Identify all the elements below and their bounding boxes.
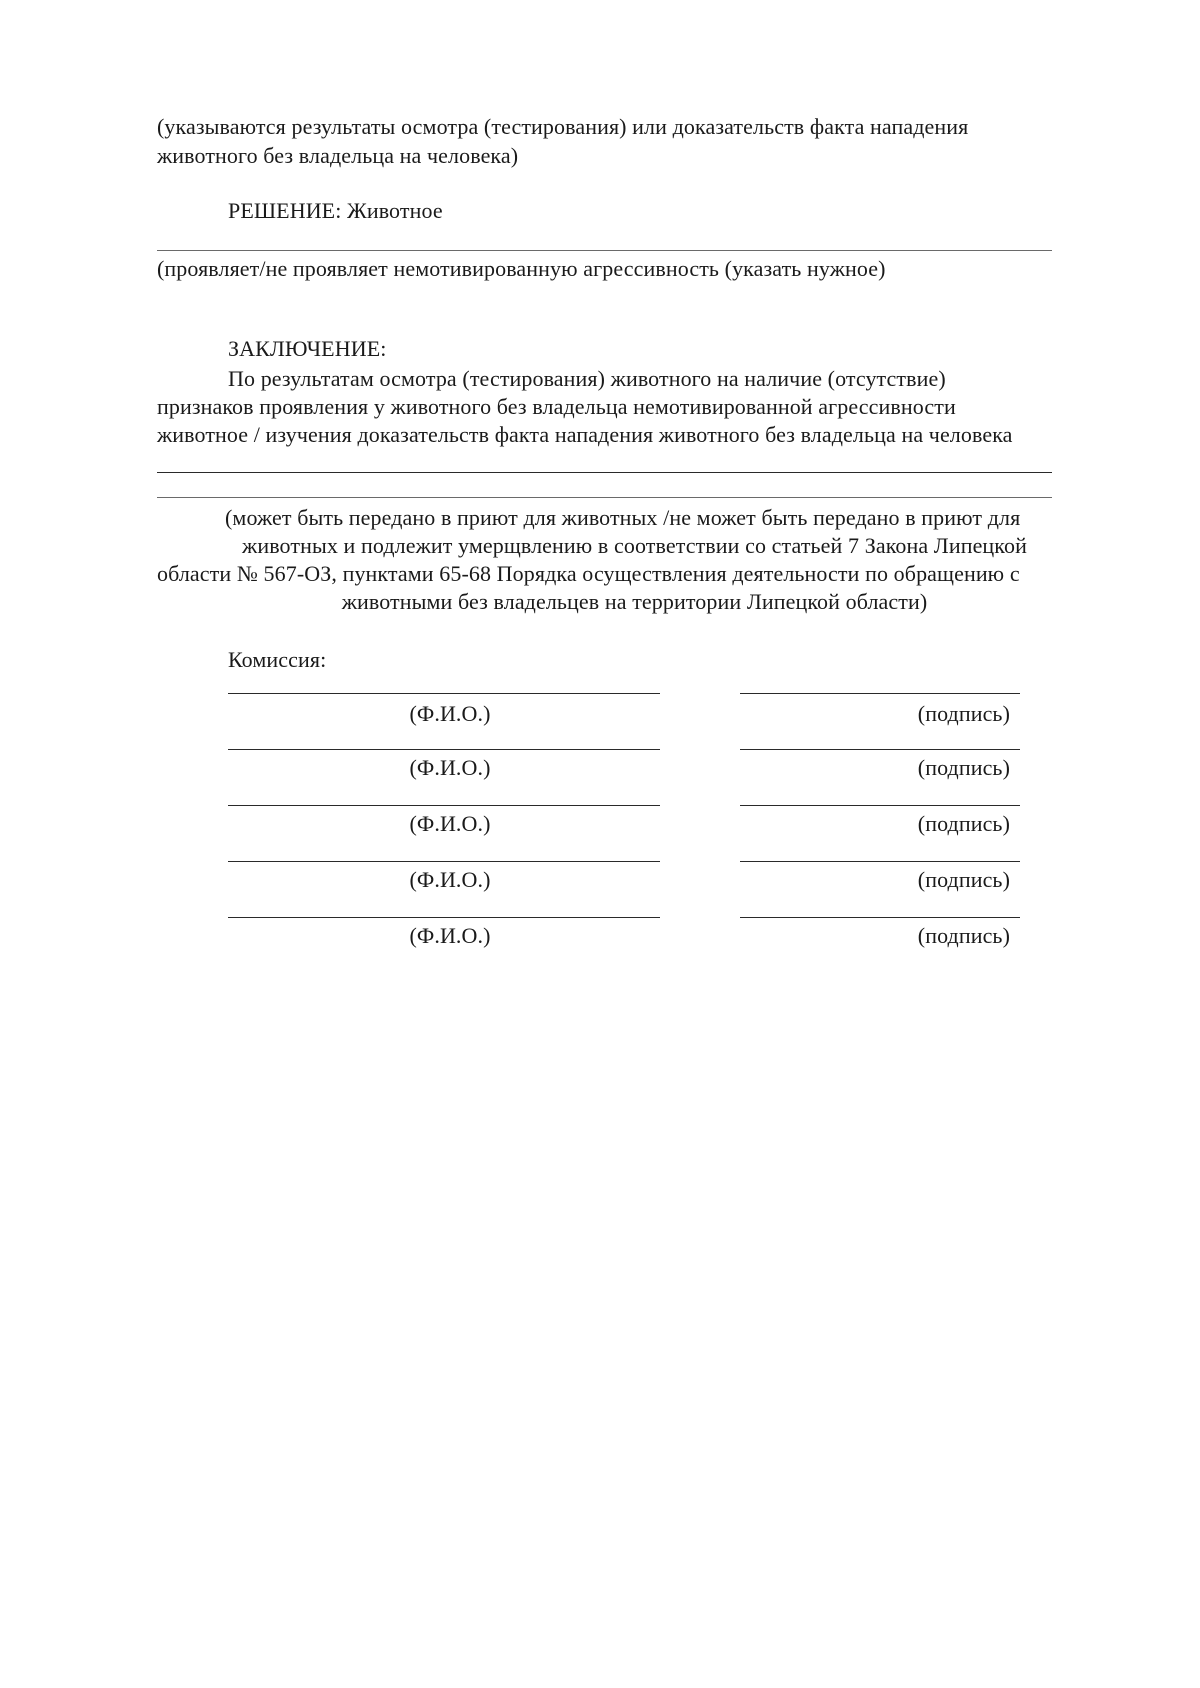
decision-hint: (проявляет/не проявляет немотивированную агрессивность (указать нужное): [157, 256, 886, 281]
name-line: [228, 861, 660, 862]
signature-line: [740, 917, 1020, 918]
name-line: [228, 917, 660, 918]
conclusion-note-3: области № 567-ОЗ, пунктами 65-68 Порядка осуществления деятельности по обращению с: [157, 561, 1020, 586]
signature-caption: (подпись): [917, 811, 1010, 836]
name-caption: (Ф.И.О.): [409, 867, 491, 892]
intro-line-1: (указываются результаты осмотра (тестирования) или доказательств факта нападения: [157, 114, 969, 139]
name-caption: (Ф.И.О.): [409, 701, 491, 726]
signature-line: [740, 693, 1020, 694]
name-line: [228, 805, 660, 806]
signature-caption: (подпись): [917, 701, 1010, 726]
signature-line: [740, 861, 1020, 862]
name-line: [228, 693, 660, 694]
signature-caption: (подпись): [917, 867, 1010, 892]
name-caption: (Ф.И.О.): [409, 923, 491, 948]
decision-fill-line: [157, 250, 1052, 251]
conclusion-heading: ЗАКЛЮЧЕНИЕ:: [228, 336, 387, 361]
conclusion-note-2: животных и подлежит умерщвлению в соответствии со статьей 7 Закона Липецкой: [242, 533, 1027, 558]
signature-line: [740, 749, 1020, 750]
signature-line: [740, 805, 1020, 806]
name-line: [228, 749, 660, 750]
conclusion-fill-line-1: [157, 472, 1052, 473]
signature-caption: (подпись): [917, 923, 1010, 948]
conclusion-line-2: признаков проявления у животного без владельца немотивированной агрессивности: [157, 394, 956, 419]
commission-label: Комиссия:: [228, 647, 327, 672]
name-caption: (Ф.И.О.): [409, 811, 491, 836]
name-caption: (Ф.И.О.): [409, 755, 491, 780]
conclusion-note-4: животными без владельцев на территории Липецкой области): [341, 589, 928, 614]
decision-label: РЕШЕНИЕ: Животное: [228, 198, 443, 223]
signature-caption: (подпись): [917, 755, 1010, 780]
conclusion-line-1: По результатам осмотра (тестирования) животного на наличие (отсутствие): [228, 366, 946, 391]
intro-line-2: животного без владельца на человека): [157, 143, 519, 168]
conclusion-line-3: животное / изучения доказательств факта нападения животного без владельца на человека: [157, 422, 1013, 447]
conclusion-note-1: (может быть передано в приют для животных /не может быть передано в приют для: [225, 505, 1021, 530]
conclusion-fill-line-2: [157, 497, 1052, 498]
